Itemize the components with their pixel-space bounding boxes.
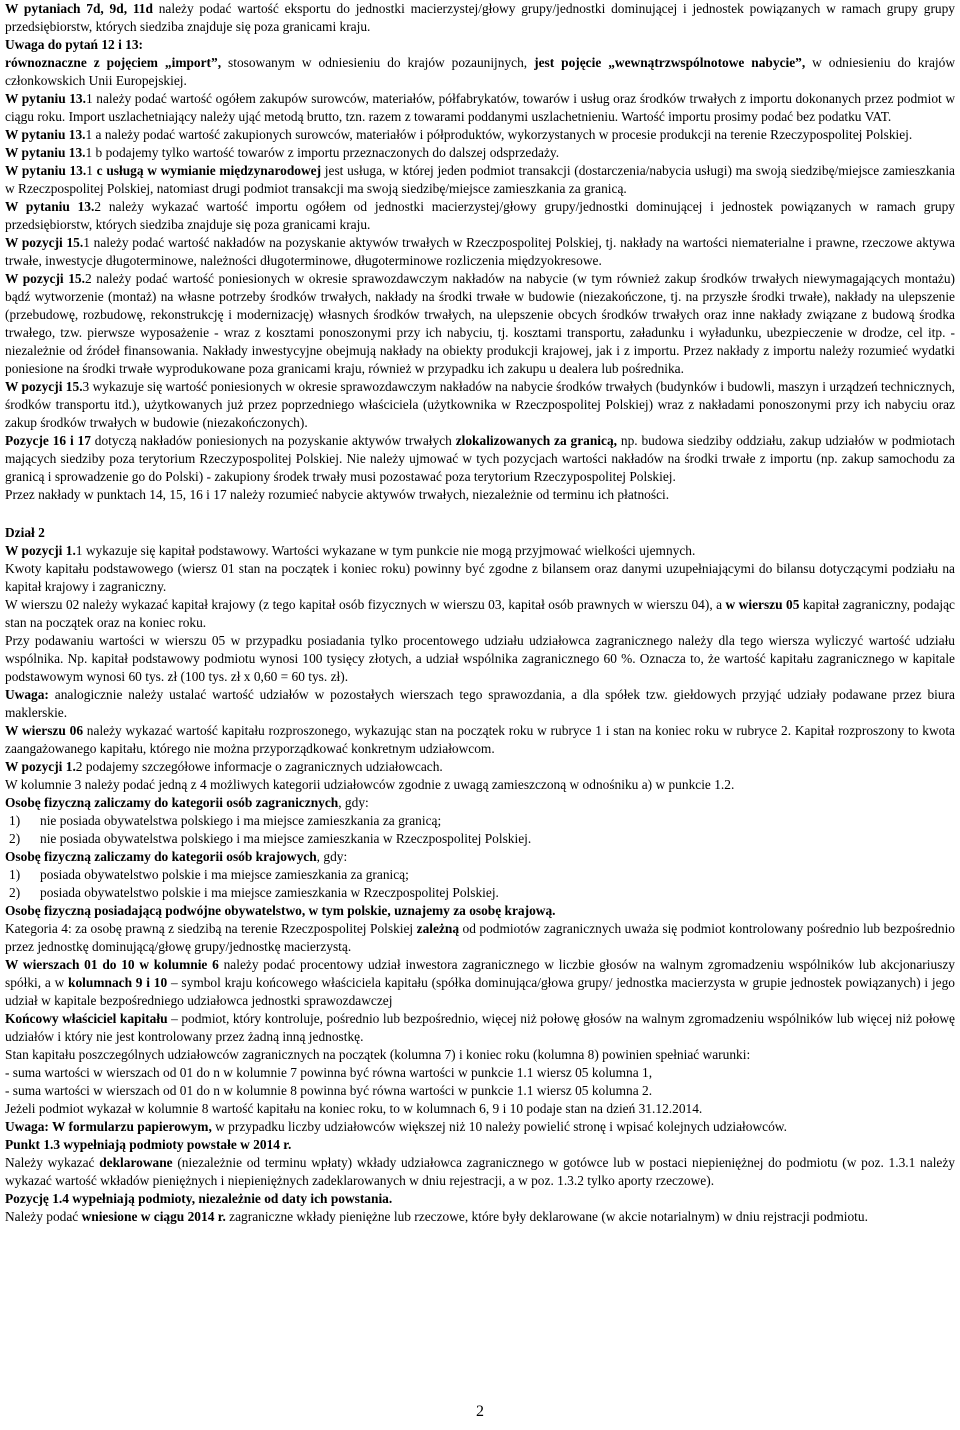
paragraph	[5, 234, 955, 270]
paragraph	[5, 54, 955, 90]
text-run: - suma wartości w wierszach od 01 do n w kolumnie 7 powinna być równa wartości w punkcie 1.1 wiersz 05 kolumna 1,	[5, 1065, 653, 1080]
paragraph	[5, 0, 955, 36]
text-run: Kategoria 4: za osobę prawną z siedzibą na terenie Rzeczpospolitej Polskiej	[5, 921, 417, 936]
text-run: od podmiotów zagranicznych uważa się podmiot kontrolowany pośrednio lub bezpośrednio przez jednostkę dominującą/głowę grupy/jednostkę macierzystą.	[5, 921, 955, 954]
document-body	[5, 0, 955, 1226]
text-run: należy podać wartość eksportu do jednostki macierzystej/głowy grupy/jednostki dominującej i jednostek powiązanych w ramach grupy grupy przedsiębiorstw, których siedziba znajduje się poza granicami kraju.	[5, 1, 955, 34]
bold-text: W pozycji 15.	[5, 235, 84, 250]
bold-text: Uwaga do pytań 12 i 13:	[5, 37, 144, 52]
paragraph	[5, 956, 955, 1010]
paragraph	[5, 144, 955, 162]
text-run: kapitał zagraniczny, podając stan na początek oraz na koniec roku.	[5, 597, 956, 630]
bold-text: Dział 2	[5, 525, 45, 540]
paragraph	[5, 596, 955, 632]
text-run: – podmiot, który kontroluje, pośrednio lub bezpośrednio, więcej niż połowę głosów na walnym zgromadzeniu wspólników lub więcej niż połowę udziałów i który nie jest kontrolowany przez żadną inną jednostkę.	[5, 1011, 956, 1044]
text-run: Przez nakłady w punktach 14, 15, 16 i 17 należy rozumieć nabycie aktywów trwałych, niezależnie od terminu ich płatności.	[5, 487, 670, 502]
text-run: 1 należy podać wartość nakładów na pozyskanie aktywów trwałych w Rzeczpospolitej Polskiej, tj. nakłady na wartości niematerialne i prawne, rzeczowe aktywa trwałe, inwestycje długoterminowe, należności długoterminowe, długoterminowe rozliczenia międzyokresowe.	[5, 235, 955, 268]
paragraph	[5, 1118, 955, 1136]
text-run: w odniesieniu do krajów członkowskich Unii Europejskiej.	[5, 55, 955, 88]
text-run: jest usługa, w której jeden podmiot transakcji (dostarczenia/nabycia usługi) ma swoją siedzibę/miejsce zamieszkania w Rzeczpospolitej Polskiej, natomiast drugi podmiot transakcji ma swoją siedzibę/miejsce zamieszkania za granicą.	[5, 163, 955, 196]
paragraph	[5, 524, 955, 542]
bold-text: W pozycji 15.	[5, 271, 85, 286]
bold-text: w wierszu 05	[725, 597, 800, 612]
bold-text: W wierszu 06	[5, 723, 84, 738]
paragraph	[5, 198, 955, 234]
paragraph	[5, 686, 955, 722]
text-run: , gdy:	[338, 795, 369, 810]
section-spacer	[5, 504, 955, 524]
list-item	[5, 884, 955, 902]
text-run: 1 należy podać wartość ogółem zakupów surowców, materiałów, półfabrykatów, towarów i usług oraz środków trwałych z importu dokonanych przez podmiot w ciągu roku. Import uszlachetniający należy ująć metodą brutto, tzn. razem z towarami poddanymi uszlachetnieniu. Wartość importu prosimy podać bez podatku VAT.	[5, 91, 955, 124]
paragraph	[5, 560, 955, 596]
paragraph	[5, 1208, 955, 1226]
bold-text: Punkt 1.3 wypełniają podmioty powstałe w 2014 r.	[5, 1137, 292, 1152]
text-run: 1 a należy podać wartość zakupionych surowców, materiałów i półproduktów, wykorzystanych w procesie produkcji na terenie Rzeczypospolitej Polskiej.	[85, 127, 913, 142]
bold-text: W pytaniu 13.	[5, 199, 95, 214]
paragraph	[5, 1190, 955, 1208]
bold-text: Uwaga: W formularzu papierowym,	[5, 1119, 212, 1134]
bold-text: W pozycji 1.	[5, 759, 76, 774]
paragraph	[5, 126, 955, 144]
bold-text: Osobę fizyczną posiadającą podwójne obywatelstwo, w tym polskie, uznajemy za osobę krajową.	[5, 903, 556, 918]
text-run: W kolumnie 3 należy podać jedną z 4 możliwych kategorii udziałowców zgodnie z uwagą zamieszczoną w odnośniku a) w punkcie 1.2.	[5, 777, 735, 792]
paragraph	[5, 1100, 955, 1118]
text-run: (niezależnie od terminu wpłaty) wkłady udziałowca zagranicznego w gotówce lub w postaci niepieniężnej do podmiotu (w poz. 1.3.1 należy wykazać wartość wkładów pieniężnych i niepieniężnych zadeklarowanych w dniu rejestracji, a w poz. 1.3.2 tylko aporty rzeczowe).	[5, 1155, 956, 1188]
paragraph	[5, 902, 955, 920]
text-run: Jeżeli podmiot wykazał w kolumnie 8 wartość kapitału na koniec roku, to w kolumnach 6, 9 i 10 podaje stan na dzień 31.12.2014.	[5, 1101, 703, 1116]
text-run: – symbol kraju końcowego właściciela kapitału (spółka dominująca/głowa grupy/ jednostka macierzysta w grupie jednostek powiązanych) i jego udział w kapitale bezpośredniego udziałowca jednostki sprawozdawczej	[5, 975, 955, 1008]
bold-text: Pozycję 1.4 wypełniają podmioty, niezależnie od daty ich powstania.	[5, 1191, 393, 1206]
bold-text: Końcowy właściciel kapitału	[5, 1011, 168, 1026]
bold-text: wniesione w ciągu 2014 r.	[81, 1209, 226, 1224]
list-item	[5, 830, 955, 848]
bold-text: deklarowane	[99, 1155, 173, 1170]
bold-text: W pytaniu 13.	[5, 91, 86, 106]
list-item	[5, 812, 955, 830]
text-run: np. budowa siedziby oddziału, zakup udziałów w podmiotach mających siedziby poza terytorium Rzeczypospolitej Polskiej. Nie należy ujmować w tych pozycjach wartości nakładów na środki trwałe z importu (np. zakup samochodu za granicą i sprowadzenie go do Polski) - zakupiony środek trwały musi pozostawać poza terytorium Rzeczypospolitej Polskiej.	[5, 433, 956, 484]
bold-text: kolumnach 9 i 10	[68, 975, 168, 990]
paragraph	[5, 1082, 955, 1100]
list-item-text: posiada obywatelstwo polskie i ma miejsce zamieszkania w Rzeczpospolitej Polskiej.	[40, 885, 499, 900]
paragraph	[5, 1154, 955, 1190]
text-run: W wierszu 02 należy wykazać kapitał krajowy (z tego kapitał osób fizycznych w wierszu 03, kapitał osób prawnych w wierszu 04), a	[5, 597, 726, 612]
paragraph	[5, 794, 955, 812]
bold-text: W pytaniach 7d, 9d, 11d	[5, 1, 153, 16]
text-run: stosowanym w odniesieniu do krajów pozaunijnych,	[221, 55, 535, 70]
bold-text: Uwaga:	[5, 687, 49, 702]
list-item-number: 2)	[9, 831, 21, 846]
list-item-text: posiada obywatelstwo polskie i ma miejsce zamieszkania za granicą;	[40, 867, 409, 882]
text-run: 2 podajemy szczegółowe informacje o zagranicznych udziałowcach.	[75, 759, 443, 774]
paragraph	[5, 270, 955, 378]
bold-text: W pytaniu 13.	[5, 145, 86, 160]
bold-text: zależną	[416, 921, 460, 936]
paragraph	[5, 542, 955, 560]
bold-text: jest pojęcie „wewnątrzwspólnotowe nabycie”,	[534, 55, 806, 70]
text-run: Należy wykazać	[5, 1155, 100, 1170]
bold-text: Osobę fizyczną zaliczamy do kategorii osób zagranicznych	[5, 795, 339, 810]
paragraph	[5, 776, 955, 794]
text-run: w przypadku liczby udziałowców większej niż 10 należy powielić stronę i wpisać kolejnych udziałowców.	[211, 1119, 787, 1134]
paragraph	[5, 1136, 955, 1154]
bold-text: W pozycji 1.	[5, 543, 76, 558]
bold-text: W pytaniu 13.	[5, 163, 87, 178]
text-run: Przy podawaniu wartości w wierszu 05 w przypadku posiadania tylko procentowego udziału udziałowca zagranicznego należy dla tego wiersza wyliczyć wartość udziału wspólnika. Np. kapitał podstawowy podmiotu wynosi 100 tysięcy złotych, a udział wspólnika zagranicznego 60 %. Oznacza to, że wartość kapitału zagranicznego w kapitale podstawowym wynosi 60 tys. zł (100 tys. zł x 0,60 = 60 tys. zł).	[5, 633, 955, 684]
text-run: należy podać procentowy udział inwestora zagranicznego w liczbie głosów na walnym zgromadzeniu wspólników lub akcjonariuszy spółki, a w	[5, 957, 955, 990]
list-item-number: 2)	[9, 885, 21, 900]
bold-text: W pytaniu 13.	[5, 127, 86, 142]
text-run: Kwoty kapitału podstawowego (wiersz 01 stan na początek i koniec roku) powinny być zgodne z bilansem oraz danymi uzupełniającymi do bilansu dotyczącymi podziału na kapitał krajowy i zagraniczny.	[5, 561, 955, 594]
list-item-text: nie posiada obywatelstwa polskiego i ma miejsce zamieszkania w Rzeczpospolitej Polskiej.	[40, 831, 532, 846]
paragraph	[5, 722, 955, 758]
paragraph	[5, 162, 955, 198]
text-run: dotyczą nakładów poniesionych na pozyskanie aktywów trwałych	[90, 433, 456, 448]
paragraph	[5, 1046, 955, 1064]
text-run: Stan kapitału poszczególnych udziałowców zagranicznych na początek (kolumna 7) i koniec roku (kolumna 8) powinien spełniać warunki:	[5, 1047, 751, 1062]
text-run: 1 wykazuje się kapitał podstawowy. Wartości wykazane w tym punkcie nie mogą przyjmować wielkości ujemnych.	[75, 543, 696, 558]
paragraph	[5, 632, 955, 686]
paragraph	[5, 1064, 955, 1082]
paragraph	[5, 378, 955, 432]
paragraph	[5, 90, 955, 126]
list-item-number: 1)	[9, 867, 21, 882]
text-run: analogicznie należy ustalać wartość udziałów w pozostałych wierszach tego sprawozdania, a dla spółek tzw. giełdowych przyjąć udziały podawane przez biura maklerskie.	[5, 687, 955, 720]
bold-text: Osobę fizyczną zaliczamy do kategorii osób krajowych	[5, 849, 317, 864]
text-run: 2 należy podać wartość poniesionych w okresie sprawozdawczym nakładów na nabycie (w tym również zakup środków trwałych niewymagających montażu) bądź wytworzenie (montaż) na własne potrzeby środków trwałych, nakłady na środki trwałe w budowie (niezakończone, tj. na przyszłe środki trwałe), nakłady na ulepszenie (przebudowę, rozbudowę, rekonstrukcję i modernizację) własnych środków trwałych, na ulepszenie obcych środków trwałych oraz inne nakłady związane z budową środka trwałego, tzw. pierwsze wyposażenie - wraz z kosztami ponoszonymi przy ich nabyciu, tj. kosztami transportu, załadunku i wyładunku, ubezpieczenie w drodze, cel itp. - niezależnie od źródeł finansowania. Nakłady inwestycyjne obejmują nakłady na obiekty produkcji krajowej, jak i z importu. Przez nakłady z importu należy rozumieć wydatki poniesione na środki trwałe wyprodukowane poza granicami kraju, również w przypadku ich zakupu u dealera lub pośrednika.	[5, 271, 955, 376]
paragraph	[5, 432, 955, 486]
paragraph	[5, 848, 955, 866]
bold-text: równoznaczne z pojęciem „import”,	[5, 55, 222, 70]
paragraph	[5, 1010, 955, 1046]
text-run: 3 wykazuje się wartość poniesionych w okresie sprawozdawczym nakładów na nabycie środków trwałych (budynków i budowli, maszyn i urządzeń technicznych, środków transportu itd.), użytkowanych już przez poprzedniego właściciela (użytkownika w Rzeczpospolitej Polskiej) wraz z nakładami ponoszonymi przy ich nabyciu oraz zakup środków trwałych w budowie (niezakończonych).	[5, 379, 955, 430]
text-run: , gdy:	[316, 849, 348, 864]
text-run: 1 b podajemy tylko wartość towarów z importu przeznaczonych do dalszej odsprzedaży.	[85, 145, 560, 160]
text-run: zagraniczne wkłady pieniężne lub rzeczowe, które były deklarowane (w akcie notarialnym) w dniu rejstracji podmiotu.	[225, 1209, 868, 1224]
bold-text: W wierszach 01 do 10 w kolumnie 6	[5, 957, 219, 972]
paragraph	[5, 486, 955, 504]
page-number: 2	[476, 1403, 484, 1420]
text-run: Należy podać	[5, 1209, 82, 1224]
list-item-number: 1)	[9, 813, 21, 828]
paragraph	[5, 920, 955, 956]
text-run: 2 należy wykazać wartość importu ogółem od jednostki macierzystej/głowy grupy/jednostki dominującej i jednostek powiązanych w ramach grupy przedsiębiorstw, których siedziba znajduje się poza granicami kraju.	[5, 199, 956, 232]
bold-text: W pozycji 15.	[5, 379, 83, 394]
bold-text: zlokalizowanych za granicą,	[455, 433, 618, 448]
bold-text: c usługą w wymianie międzynarodowej	[96, 163, 322, 178]
paragraph	[5, 758, 955, 776]
list-item-text: nie posiada obywatelstwa polskiego i ma miejsce zamieszkania za granicą;	[40, 813, 442, 828]
text-run: należy wykazać wartość kapitału rozproszonego, wykazując stan na początek roku w rubryce 1 i stan na koniec roku w rubryce 2. Kapitał rozproszony to kwota zaangażowanego kapitału, którego nie można przyporządkować konkretnym udziałowcom.	[5, 723, 955, 756]
list-item	[5, 866, 955, 884]
bold-text: Pozycje 16 i 17	[5, 433, 91, 448]
paragraph	[5, 36, 955, 54]
text-run: 1	[86, 163, 97, 178]
text-run: - suma wartości w wierszach od 01 do n w kolumnie 8 powinna być równa wartości w punkcie 1.1 wiersz 05 kolumna 2.	[5, 1083, 653, 1098]
